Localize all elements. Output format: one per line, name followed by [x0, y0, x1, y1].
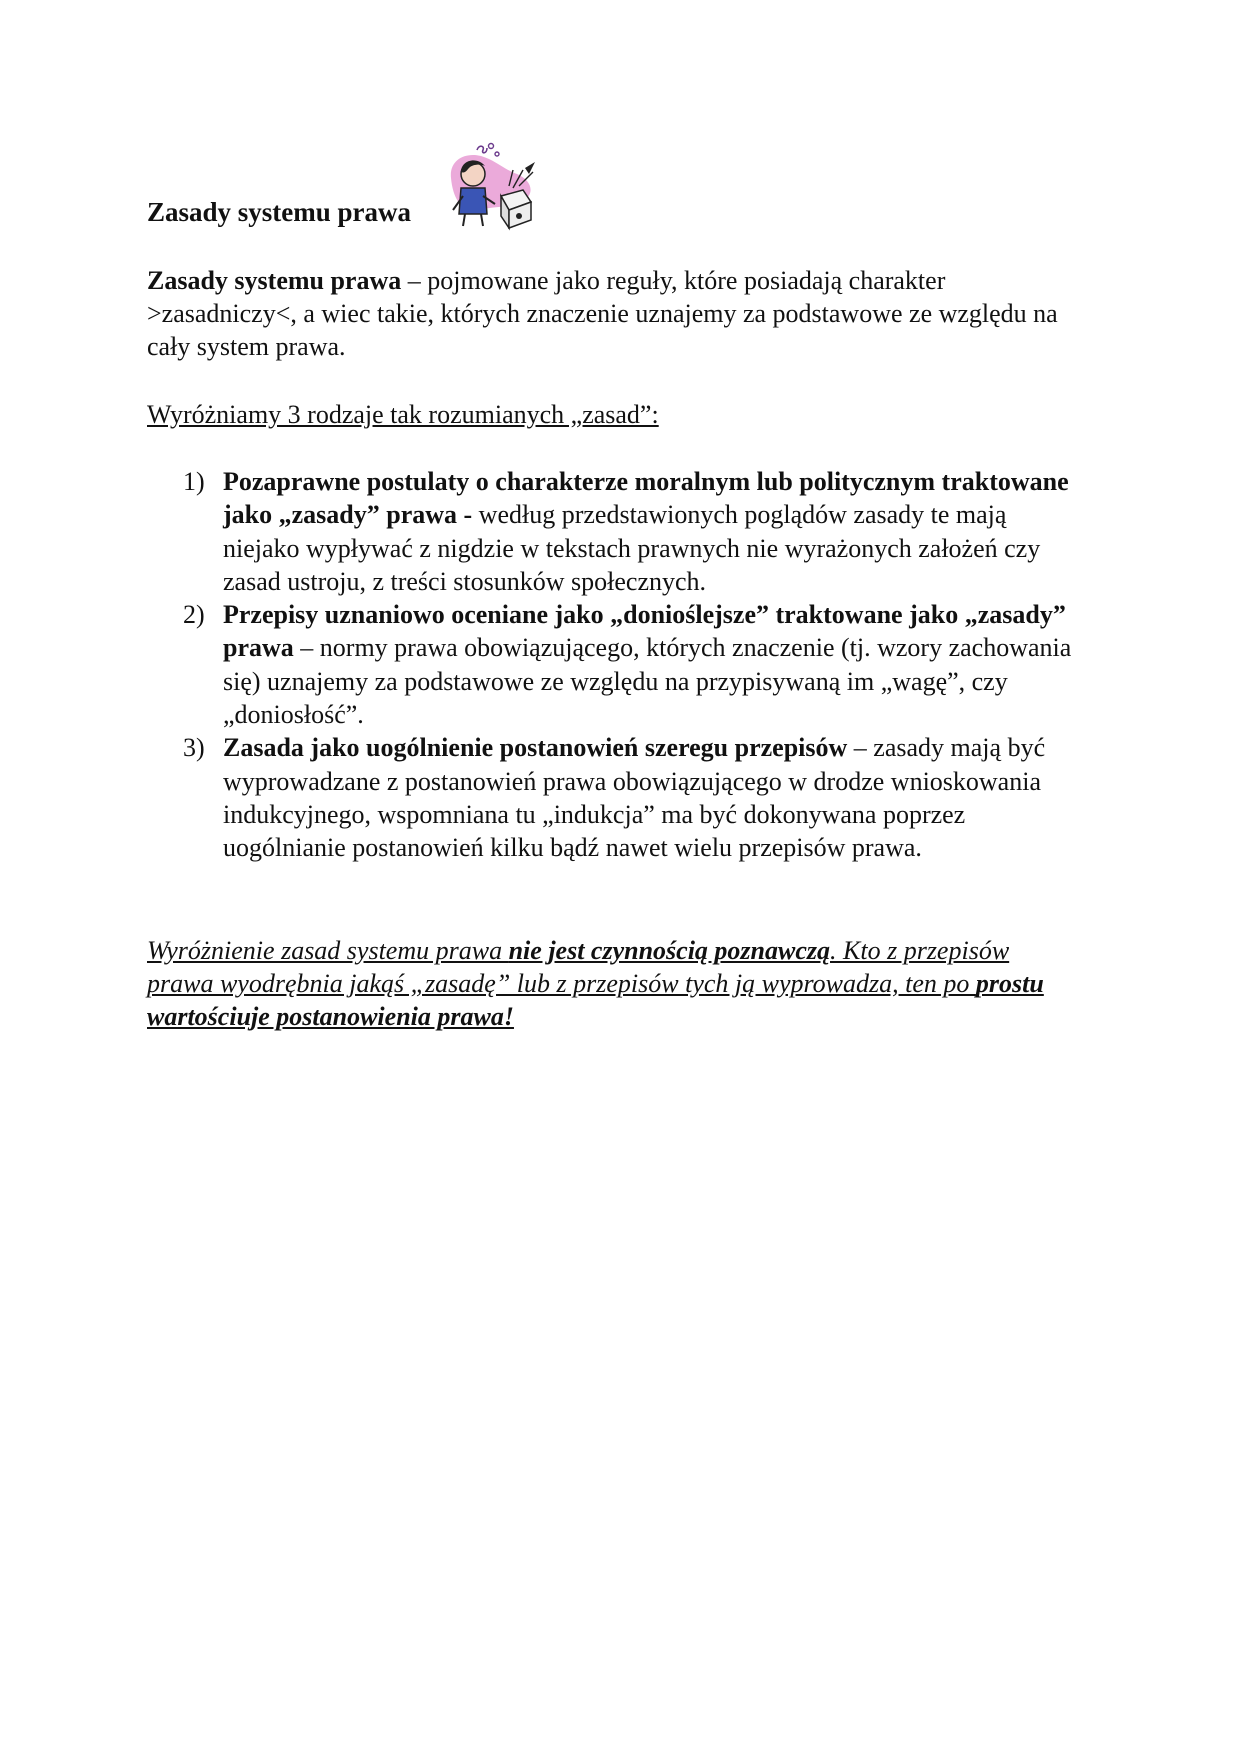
intro-term: Zasady systemu prawa — [147, 266, 402, 295]
note-part-1: Wyróżnienie zasad systemu prawa — [147, 936, 509, 965]
confused-person-with-box-icon — [443, 140, 539, 232]
note-bold-2: prostu wartościuje postanowienia prawa! — [147, 969, 1044, 1031]
list-item-number: 1) — [183, 467, 205, 496]
principles-list — [183, 465, 1083, 865]
note-bold-1: nie jest czynnością poznawczą — [508, 936, 831, 965]
list-item-bold: Pozaprawne postulaty o charakterze moralnym lub politycznym traktowane jako „zasady” prawa - — [223, 467, 1069, 530]
list-item — [183, 598, 1083, 731]
title-row — [147, 140, 647, 236]
list-item-bold: Zasada jako uogólnienie postanowień szeregu przepisów — [223, 733, 848, 763]
intro-text: – pojmowane jako reguły, które posiadają charakter >zasadniczy<, a wiec takie, których znaczenie uznajemy za podstawowe ze względu na cały system prawa. — [147, 266, 1058, 361]
list-item-text: – normy prawa obowiązującego, których znaczenie (tj. wzory zachowania się) uznajemy za podstawowe ze względu na przypisywaną im „wagę”, czy „doniosłość”. — [223, 633, 1072, 730]
list-item-text: według przedstawionych poglądów zasady te mają niejako wypływać z nigdzie w tekstach prawnych nie wyrażonych założeń czy zasad ustroju, z treści stosunków społecznych. — [223, 500, 1041, 596]
list-item-number: 3) — [183, 733, 205, 763]
page-title: Zasady systemu prawa — [147, 197, 412, 227]
list-item-bold: Przepisy uznaniowo oceniane jako „donioślejsze” traktowane jako „zasady” prawa — [223, 600, 1066, 663]
intro-paragraph — [147, 264, 1087, 363]
list-lead: Wyróżniamy 3 rodzaje tak rozumianych „zasad”: — [147, 400, 659, 429]
list-item-text: – zasady mają być wyprowadzane z postanowień prawa obowiązującego w drodze wnioskowania indukcyjnego, wspomniana tu „indukcja” ma być dokonywana poprzez uogólnianie postanowień kilku bądź nawet wielu przepisów prawa. — [223, 733, 1046, 863]
conclusion-note — [147, 934, 1047, 1033]
note-part-2: . Kto z przepisów prawa wyodrębnia jakąś „zasadę” lub z przepisów tych ją wyprowadza, ten po — [147, 936, 1010, 998]
list-item — [183, 731, 1083, 864]
list-item — [183, 465, 1083, 598]
list-item-number: 2) — [183, 600, 205, 630]
